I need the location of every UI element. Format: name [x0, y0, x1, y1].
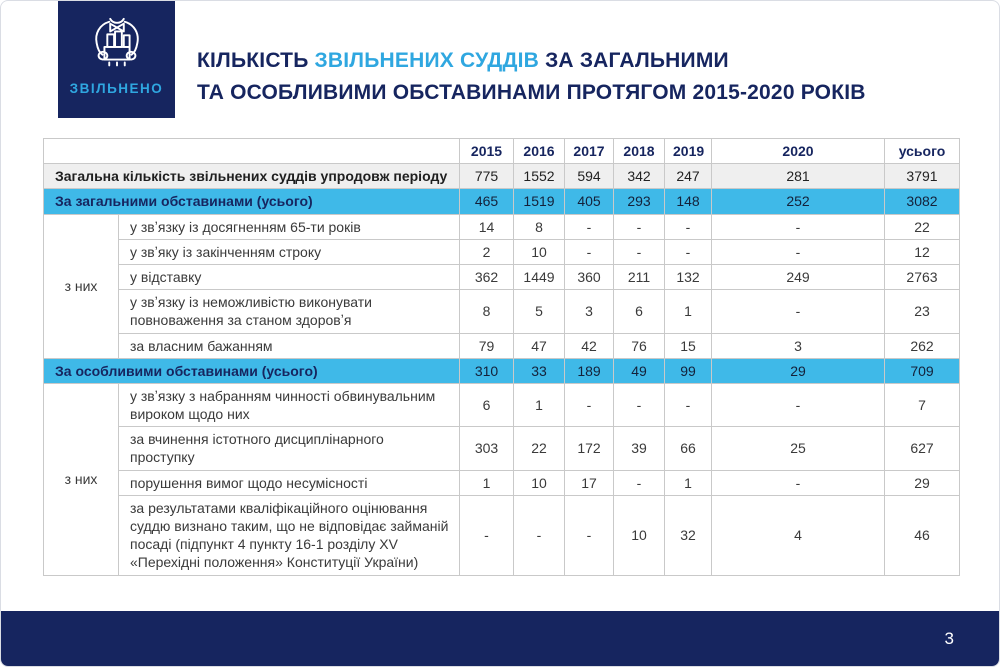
value-cell: 1449 [514, 264, 565, 289]
row-label: у звʼязку із досягненням 65-ти років [119, 214, 460, 239]
value-cell: - [614, 470, 665, 495]
value-cell: 33 [514, 358, 565, 383]
value-cell: 3 [712, 333, 885, 358]
value-cell: 8 [514, 214, 565, 239]
row-label: у звʼязку з набранням чинності обвинувальним вироком щодо них [119, 383, 460, 426]
value-cell: - [565, 239, 614, 264]
value-cell: - [712, 214, 885, 239]
row-label: порушення вимог щодо несумісності [119, 470, 460, 495]
title-line-1 [197, 45, 866, 77]
value-cell: 6 [460, 383, 514, 426]
value-cell: 7 [885, 383, 960, 426]
value-cell: 709 [885, 358, 960, 383]
value-cell: - [614, 214, 665, 239]
value-cell: 5 [514, 290, 565, 333]
table-row [44, 214, 960, 239]
title-highlight: ЗВІЛЬНЕНИХ СУДДІВ [314, 49, 540, 72]
table-row [44, 164, 960, 189]
corner-cell [44, 139, 460, 164]
column-header: 2018 [614, 139, 665, 164]
value-cell: 627 [885, 427, 960, 470]
column-header: 2020 [712, 139, 885, 164]
value-cell: 49 [614, 358, 665, 383]
value-cell: 303 [460, 427, 514, 470]
value-cell: 39 [614, 427, 665, 470]
value-cell: 405 [565, 189, 614, 214]
value-cell: - [712, 470, 885, 495]
value-cell: 14 [460, 214, 514, 239]
value-cell: - [614, 239, 665, 264]
value-cell: 342 [614, 164, 665, 189]
value-cell: 262 [885, 333, 960, 358]
row-label: у звʼязку із неможливістю виконувати повноваження за станом здоровʼя [119, 290, 460, 333]
value-cell: - [665, 239, 712, 264]
value-cell: 22 [885, 214, 960, 239]
row-label: Загальна кількість звільнених суддів упродовж періоду [44, 164, 460, 189]
value-cell: 29 [885, 470, 960, 495]
row-label: у звʼяку із закінченням строку [119, 239, 460, 264]
value-cell: 15 [665, 333, 712, 358]
title-part2: ЗА ЗАГАЛЬНИМИ [545, 49, 729, 72]
value-cell: 76 [614, 333, 665, 358]
value-cell: 10 [614, 495, 665, 575]
value-cell: 360 [565, 264, 614, 289]
column-header: 2019 [665, 139, 712, 164]
value-cell: - [565, 214, 614, 239]
value-cell: 249 [712, 264, 885, 289]
row-label: за власним бажанням [119, 333, 460, 358]
value-cell: - [514, 495, 565, 575]
value-cell: - [712, 239, 885, 264]
value-cell: 189 [565, 358, 614, 383]
value-cell: 17 [565, 470, 614, 495]
value-cell: 22 [514, 427, 565, 470]
value-cell: 310 [460, 358, 514, 383]
value-cell: 1519 [514, 189, 565, 214]
value-cell: 29 [712, 358, 885, 383]
value-cell: 23 [885, 290, 960, 333]
row-label: у відставку [119, 264, 460, 289]
value-cell: 1552 [514, 164, 565, 189]
column-header: 2015 [460, 139, 514, 164]
row-label: За загальними обставинами (усього) [44, 189, 460, 214]
value-cell: 252 [712, 189, 885, 214]
dismissed-person-icon [86, 14, 148, 76]
value-cell: 3082 [885, 189, 960, 214]
value-cell: 6 [614, 290, 665, 333]
row-label: за результатами кваліфікаційного оцінювання суддю визнано таким, що не відповідає займаній посаді (підпункт 4 пункту 16-1 розділу XV «Перехідні положення» Конституції України) [119, 495, 460, 575]
value-cell: 3 [565, 290, 614, 333]
value-cell: 465 [460, 189, 514, 214]
value-cell: - [460, 495, 514, 575]
value-cell: 32 [665, 495, 712, 575]
value-cell: - [665, 383, 712, 426]
table-row [44, 264, 960, 289]
value-cell: 2763 [885, 264, 960, 289]
footer-bar [1, 611, 999, 666]
value-cell: 66 [665, 427, 712, 470]
value-cell: - [712, 290, 885, 333]
row-label: за вчинення істотного дисциплінарного проступку [119, 427, 460, 470]
value-cell: 247 [665, 164, 712, 189]
value-cell: - [712, 383, 885, 426]
value-cell: 2 [460, 239, 514, 264]
value-cell: 1 [514, 383, 565, 426]
value-cell: 99 [665, 358, 712, 383]
table-row [44, 427, 960, 470]
dismissed-logo-badge [58, 1, 175, 118]
page-number: 3 [944, 628, 954, 648]
table-row [44, 189, 960, 214]
table-row [44, 383, 960, 426]
value-cell: 10 [514, 470, 565, 495]
table-row [44, 470, 960, 495]
value-cell: 8 [460, 290, 514, 333]
logo-label: ЗВІЛЬНЕНО [69, 81, 164, 96]
value-cell: 172 [565, 427, 614, 470]
value-cell: 46 [885, 495, 960, 575]
value-cell: 1 [460, 470, 514, 495]
value-cell: 211 [614, 264, 665, 289]
value-cell: 293 [614, 189, 665, 214]
value-cell: 775 [460, 164, 514, 189]
value-cell: 148 [665, 189, 712, 214]
table-header-row [44, 139, 960, 164]
column-header: усього [885, 139, 960, 164]
value-cell: 4 [712, 495, 885, 575]
title-line-2: ТА ОСОБЛИВИМИ ОБСТАВИНАМИ ПРОТЯГОМ 2015-2020 РОКІВ [197, 81, 866, 104]
table-row [44, 239, 960, 264]
table-row [44, 495, 960, 575]
value-cell: 47 [514, 333, 565, 358]
value-cell: - [665, 214, 712, 239]
value-cell: 594 [565, 164, 614, 189]
value-cell: 1 [665, 470, 712, 495]
group-label-cell: з них [44, 383, 119, 575]
value-cell: 79 [460, 333, 514, 358]
table-row [44, 333, 960, 358]
column-header: 2016 [514, 139, 565, 164]
value-cell: 362 [460, 264, 514, 289]
value-cell: - [614, 383, 665, 426]
value-cell: 3791 [885, 164, 960, 189]
value-cell: 10 [514, 239, 565, 264]
value-cell: 12 [885, 239, 960, 264]
title-part1: КІЛЬКІСТЬ [197, 49, 309, 72]
value-cell: 281 [712, 164, 885, 189]
row-label: За особливими обставинами (усього) [44, 358, 460, 383]
value-cell: - [565, 495, 614, 575]
value-cell: 25 [712, 427, 885, 470]
page-title [197, 45, 866, 109]
group-label-cell: з них [44, 214, 119, 358]
value-cell: 132 [665, 264, 712, 289]
table-row [44, 290, 960, 333]
value-cell: 1 [665, 290, 712, 333]
column-header: 2017 [565, 139, 614, 164]
statistics-table [43, 138, 960, 576]
value-cell: 42 [565, 333, 614, 358]
value-cell: - [565, 383, 614, 426]
table-row [44, 358, 960, 383]
